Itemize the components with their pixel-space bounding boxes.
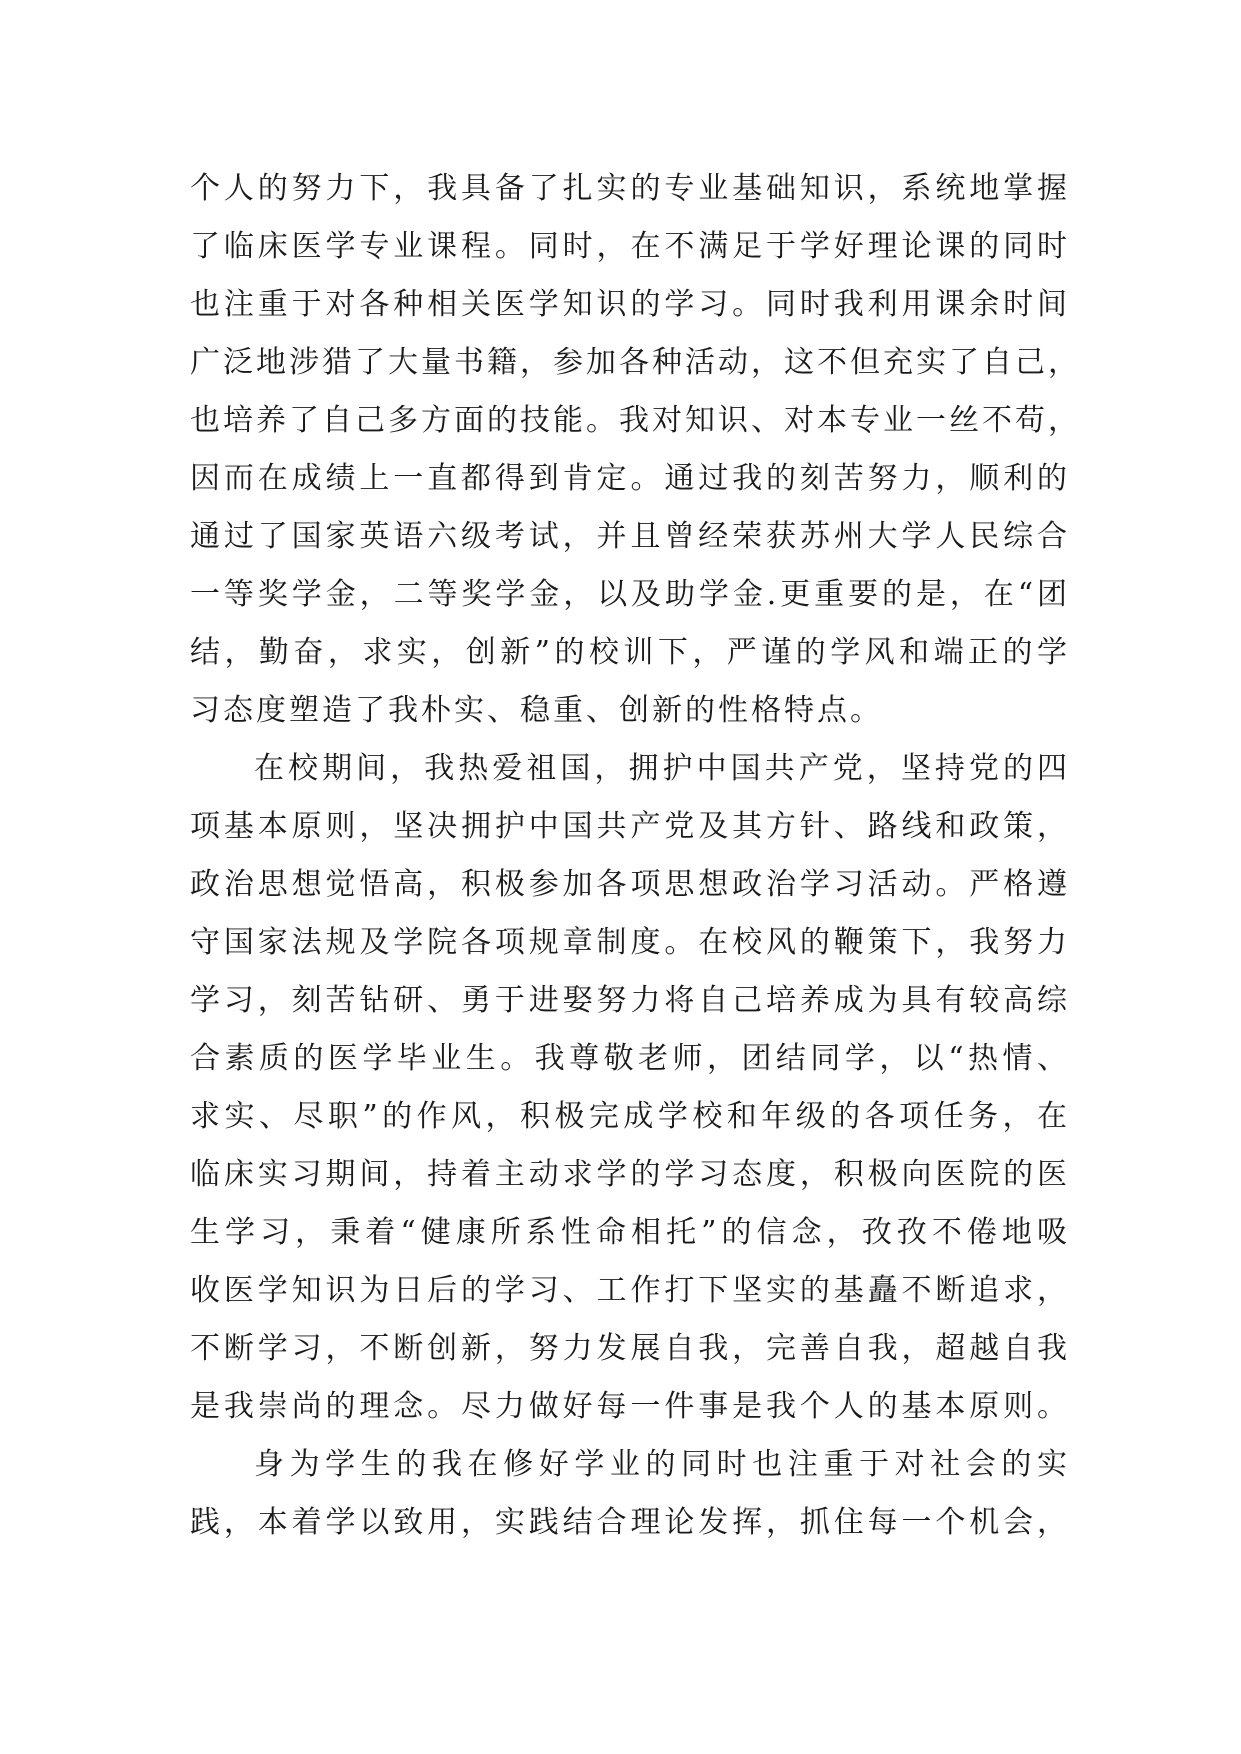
text-line: 一等奖学金，二等奖学金，以及助学金.更重要的是，在“团 xyxy=(190,577,1070,612)
text-line: 践，本着学以致用，实践结合理论发挥，抓住每一个机会， xyxy=(190,1505,1070,1540)
text-line: 临床实习期间，持着主动求学的学习态度，积极向医院的医 xyxy=(190,1157,1070,1192)
text-line: 广泛地涉猎了大量书籍，参加各种活动，这不但充实了自己， xyxy=(190,345,1081,380)
text-line: 项基本原则，坚决拥护中国共产党及其方针、路线和政策， xyxy=(190,809,1070,844)
text-line: 通过了国家英语六级考试，并且曾经荣获苏州大学人民综合 xyxy=(190,519,1070,554)
text-line: 结，勤奋，求实，创新”的校训下，严谨的学风和端正的学 xyxy=(190,635,1070,670)
text-line: 求实、尽职”的作风，积极完成学校和年级的各项任务，在 xyxy=(190,1099,1070,1134)
paragraph-first-line: 在校期间，我热爱祖国，拥护中国共产党，坚持党的四 xyxy=(254,751,1070,786)
text-line: 生学习，秉着“健康所系性命相托”的信念，孜孜不倦地吸 xyxy=(190,1215,1070,1250)
text-line: 是我崇尚的理念。尽力做好每一件事是我个人的基本原则。 xyxy=(190,1389,1070,1424)
body-text xyxy=(190,160,1081,1552)
text-line: 也注重于对各种相关医学知识的学习。同时我利用课余时间 xyxy=(190,287,1070,322)
text-line: 个人的努力下，我具备了扎实的专业基础知识，系统地掌握 xyxy=(190,171,1070,206)
text-line: 合素质的医学毕业生。我尊敬老师，团结同学，以“热情、 xyxy=(190,1041,1070,1076)
text-line: 不断学习，不断创新，努力发展自我，完善自我，超越自我 xyxy=(190,1331,1070,1366)
text-line: 收医学知识为日后的学习、工作打下坚实的基矗不断追求， xyxy=(190,1273,1070,1308)
text-line: 学习，刻苦钻研、勇于进娶努力将自己培养成为具有较高综 xyxy=(190,983,1070,1018)
text-line: 习态度塑造了我朴实、稳重、创新的性格特点。 xyxy=(190,693,883,728)
text-line: 因而在成绩上一直都得到肯定。通过我的刻苦努力，顺利的 xyxy=(190,461,1070,496)
text-line: 也培养了自己多方面的技能。我对知识、对本专业一丝不苟， xyxy=(190,403,1081,438)
text-line: 了临床医学专业课程。同时，在不满足于学好理论课的同时 xyxy=(190,229,1070,264)
text-line: 守国家法规及学院各项规章制度。在校风的鞭策下，我努力 xyxy=(190,925,1070,960)
text-line: 政治思想觉悟高，积极参加各项思想政治学习活动。严格遵 xyxy=(190,867,1070,902)
paragraph-first-line: 身为学生的我在修好学业的同时也注重于对社会的实 xyxy=(254,1447,1070,1482)
